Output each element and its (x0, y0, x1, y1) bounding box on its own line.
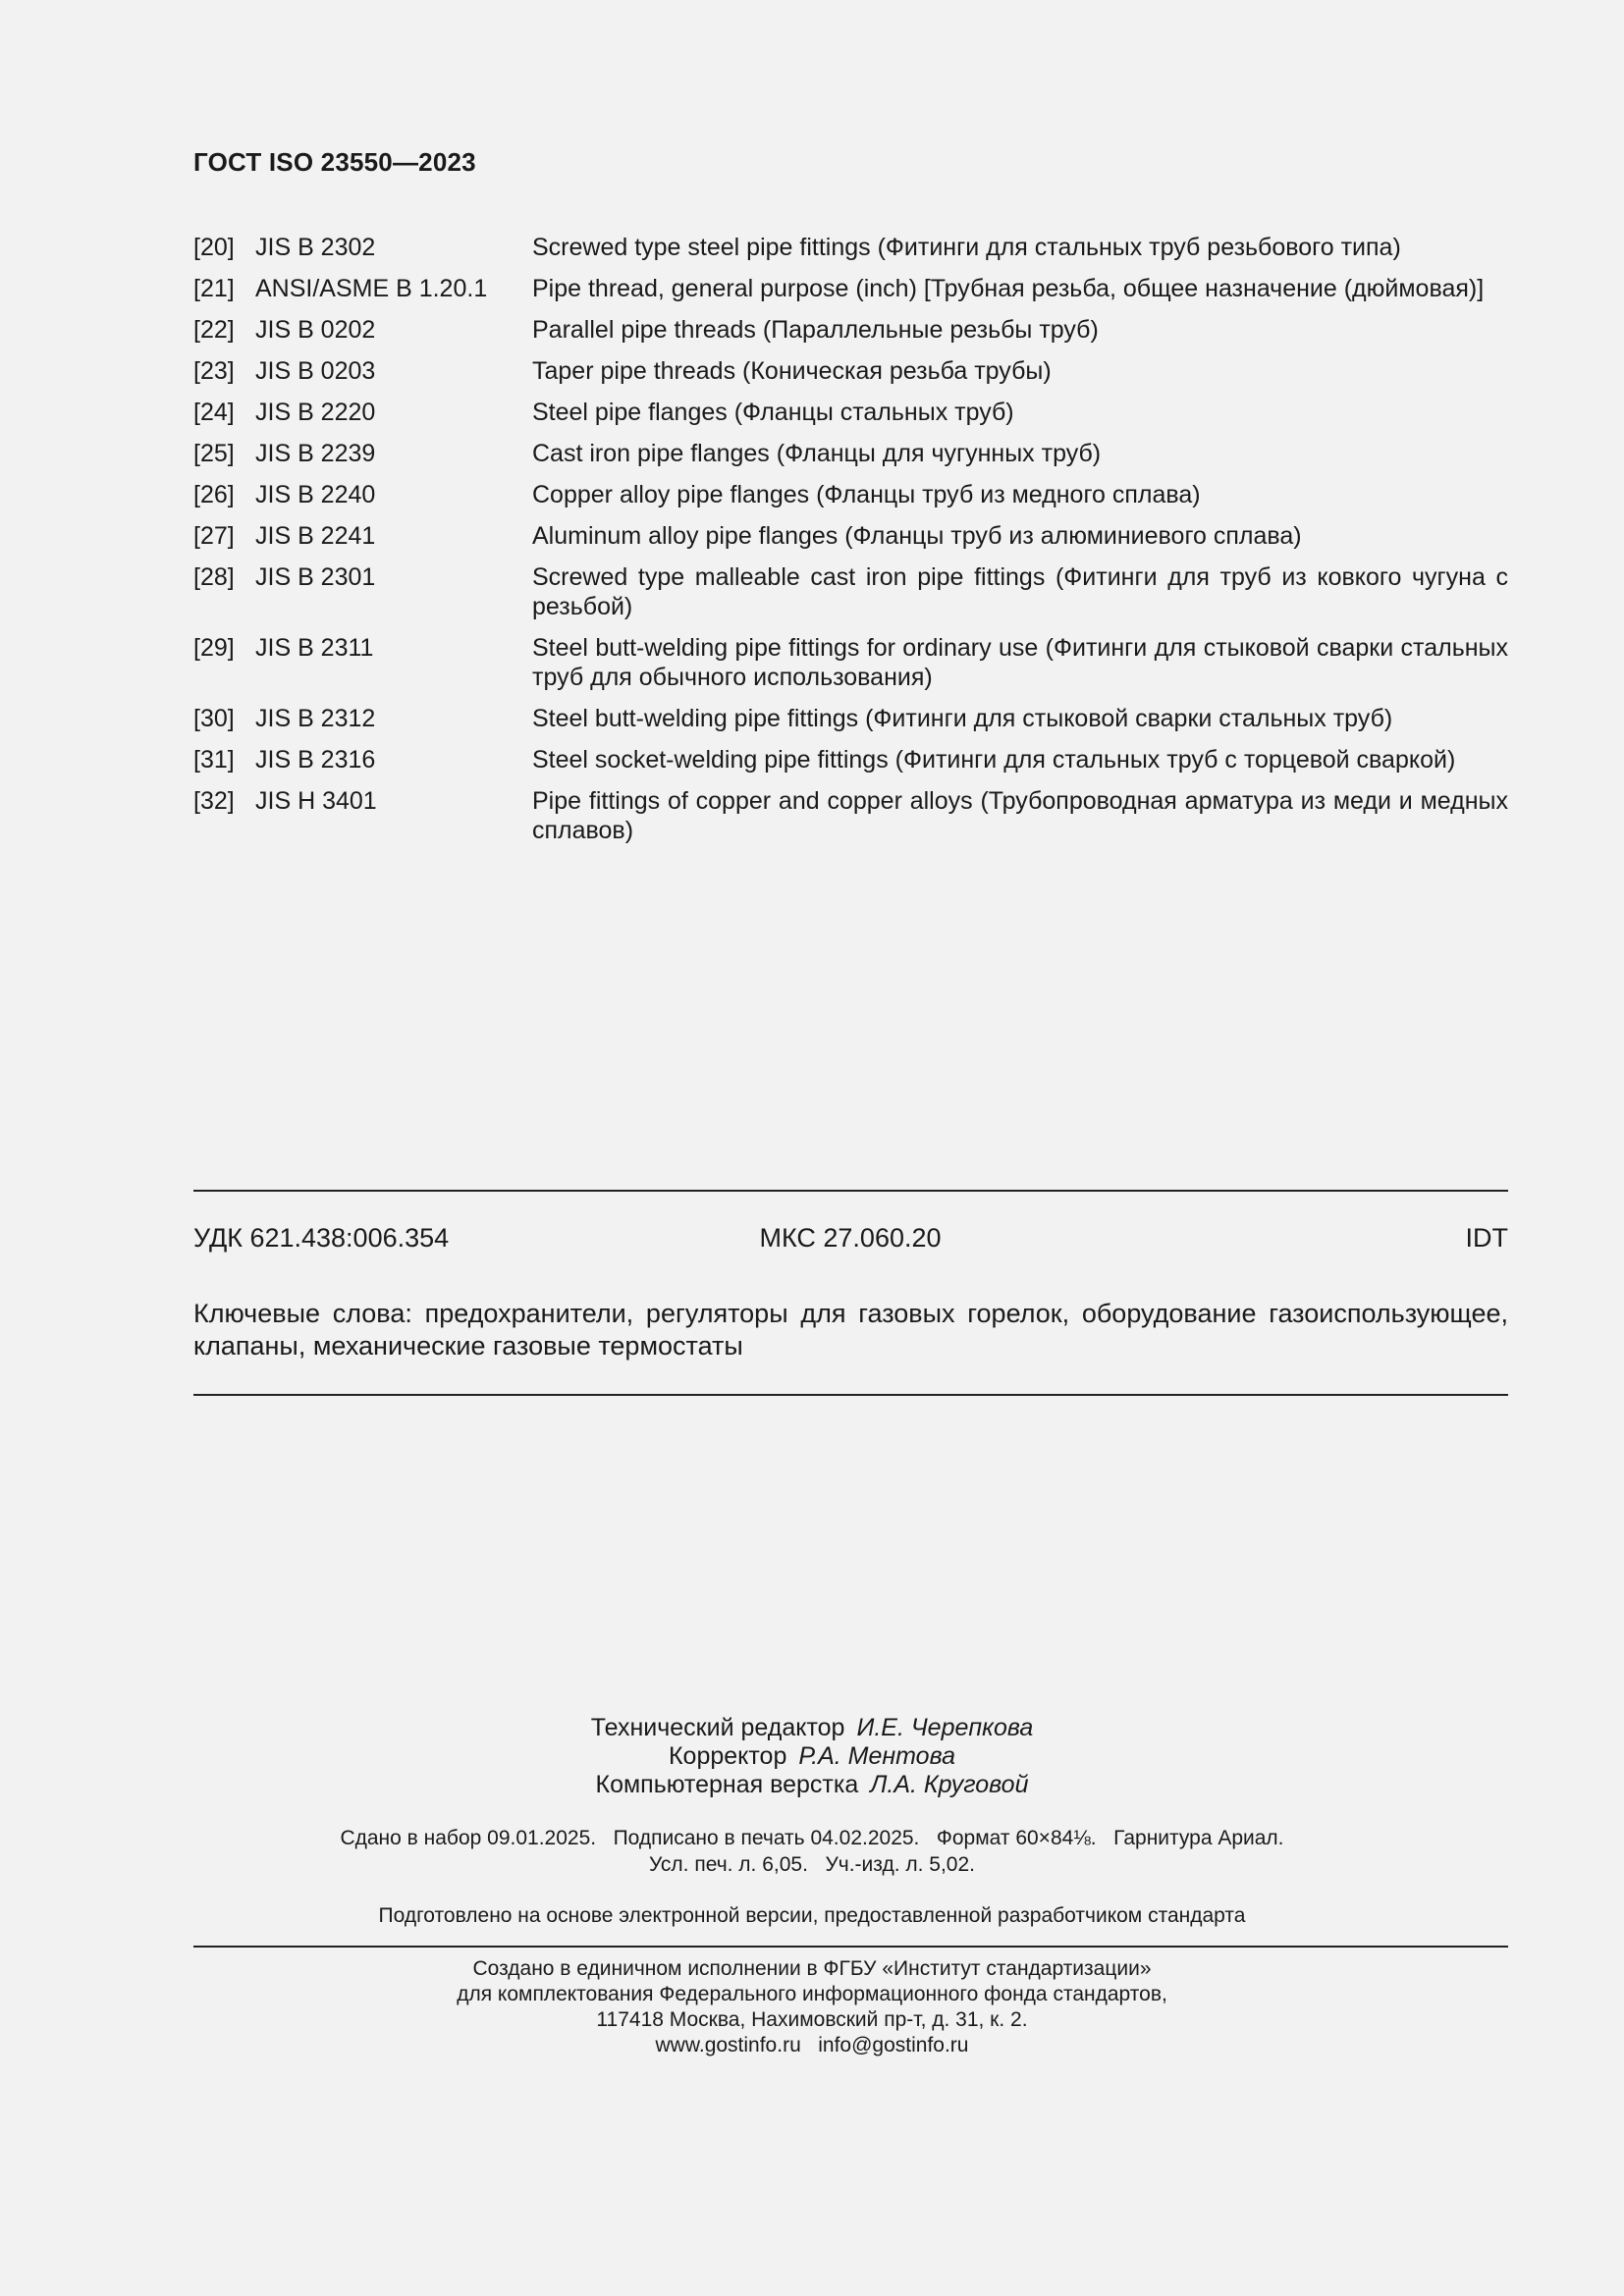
staff-credits (0, 1707, 1624, 1806)
reference-code: JIS B 2312 (255, 705, 376, 732)
publisher-footer (0, 1956, 1624, 2058)
reference-code: JIS H 3401 (255, 787, 377, 815)
reference-number: [32] (193, 787, 235, 815)
reference-code: ANSI/ASME B 1.20.1 (255, 275, 488, 302)
mks-code: МКС 27.060.20 (759, 1223, 942, 1253)
reference-code: JIS B 2302 (255, 234, 376, 261)
list-item (193, 233, 1508, 262)
reference-description: Screwed type steel pipe fittings (Фитинги для стальных труб резьбового типа) (532, 234, 1401, 261)
credit-name: Р.А. Ментова (798, 1742, 955, 1770)
reference-description: Steel socket-welding pipe fittings (Фитинги для стальных труб с торцевой сваркой) (532, 746, 1456, 774)
footer-contacts: www.gostinfo.ru info@gostinfo.ru (655, 2034, 969, 2056)
reference-number: [24] (193, 399, 235, 426)
list-item (193, 274, 1508, 303)
list-item (193, 704, 1508, 733)
bibliography-list (193, 233, 1508, 857)
reference-code: JIS B 0202 (255, 316, 376, 344)
reference-code: JIS B 2240 (255, 481, 376, 508)
reference-code: JIS B 2301 (255, 563, 376, 591)
reference-code: JIS B 2220 (255, 399, 376, 426)
imprint-info (0, 1825, 1624, 1878)
footer-line: для комплектования Федерального информационного фонда стандартов, (457, 1983, 1167, 2005)
imprint-line: Сдано в набор 09.01.2025. Подписано в печать 04.02.2025. Формат 60×84⅛. Гарнитура Ариал. (340, 1827, 1284, 1849)
list-item (193, 562, 1508, 621)
reference-description: Cast iron pipe flanges (Фланцы для чугунных труб) (532, 440, 1102, 467)
page-title: ГОСТ ISO 23550—2023 (193, 147, 476, 177)
reference-number: [28] (193, 563, 235, 591)
reference-number: [22] (193, 316, 235, 344)
reference-number: [25] (193, 440, 235, 467)
reference-code: JIS B 2241 (255, 522, 376, 550)
list-item (193, 439, 1508, 468)
reference-number: [27] (193, 522, 235, 550)
list-item (193, 315, 1508, 345)
idt-label: IDT (1465, 1223, 1508, 1253)
reference-description: Steel butt-welding pipe fittings (Фитинги для стыковой сварки стальных труб) (532, 705, 1393, 732)
list-item (193, 521, 1508, 551)
reference-number: [31] (193, 746, 235, 774)
reference-number: [29] (193, 634, 235, 662)
reference-code: JIS B 0203 (255, 357, 376, 385)
udk-code: УДК 621.438:006.354 (193, 1223, 450, 1253)
reference-description: Aluminum alloy pipe flanges (Фланцы труб из алюминиевого сплава) (532, 522, 1302, 550)
reference-description: Parallel pipe threads (Параллельные резьбы труб) (532, 316, 1099, 344)
reference-description: Steel pipe flanges (Фланцы стальных труб) (532, 399, 1014, 426)
reference-description: Pipe fittings of copper and copper alloys (Трубопроводная арматура из меди и медных сплавов) (532, 787, 1508, 844)
reference-code: JIS B 2316 (255, 746, 376, 774)
footer-line: 117418 Москва, Нахимовский пр-т, д. 31, к. 2. (596, 2008, 1028, 2031)
prepared-note: Подготовлено на основе электронной версии, предоставленной разработчиком стандарта (378, 1904, 1246, 1927)
reference-description: Steel butt-welding pipe fittings for ordinary use (Фитинги для стыковой сварки стальных труб для обычного использования) (532, 634, 1508, 691)
reference-description: Taper pipe threads (Коническая резьба трубы) (532, 357, 1052, 385)
section-divider-top (193, 1190, 1508, 1192)
reference-description: Copper alloy pipe flanges (Фланцы труб из медного сплава) (532, 481, 1201, 508)
reference-description: Pipe thread, general purpose (inch) [Трубная резьба, общее назначение (дюймовая)] (532, 275, 1485, 302)
reference-description: Screwed type malleable cast iron pipe fittings (Фитинги для труб из ковкого чугуна с резьбой) (532, 563, 1508, 620)
list-item (193, 480, 1508, 509)
classification-bar (193, 1223, 1508, 1256)
reference-code: JIS B 2311 (255, 634, 374, 662)
reference-number: [21] (193, 275, 235, 302)
imprint-line: Усл. печ. л. 6,05. Уч.-изд. л. 5,02. (648, 1853, 975, 1876)
list-item (193, 745, 1508, 774)
reference-number: [26] (193, 481, 235, 508)
credit-name: Л.А. Круговой (870, 1771, 1029, 1798)
reference-number: [23] (193, 357, 235, 385)
credit-role: Технический редактор (590, 1714, 845, 1741)
reference-code: JIS B 2239 (255, 440, 376, 467)
credit-role: Корректор (668, 1742, 787, 1770)
keywords-paragraph: Ключевые слова: предохранители, регуляторы для газовых горелок, оборудование газоиспользующее, клапаны, механические газовые термостаты (193, 1299, 1508, 1361)
reference-number: [20] (193, 234, 235, 261)
footer-divider (193, 1946, 1508, 1948)
credit-line-layout (0, 1764, 1624, 1806)
list-item (193, 356, 1508, 386)
footer-line: Создано в единичном исполнении в ФГБУ «Институт стандартизации» (472, 1957, 1152, 1980)
section-divider-bottom (193, 1394, 1508, 1396)
reference-number: [30] (193, 705, 235, 732)
list-item (193, 786, 1508, 845)
credit-role: Компьютерная верстка (595, 1771, 859, 1798)
credit-name: И.Е. Черепкова (856, 1714, 1034, 1741)
list-item (193, 398, 1508, 427)
list-item (193, 633, 1508, 692)
